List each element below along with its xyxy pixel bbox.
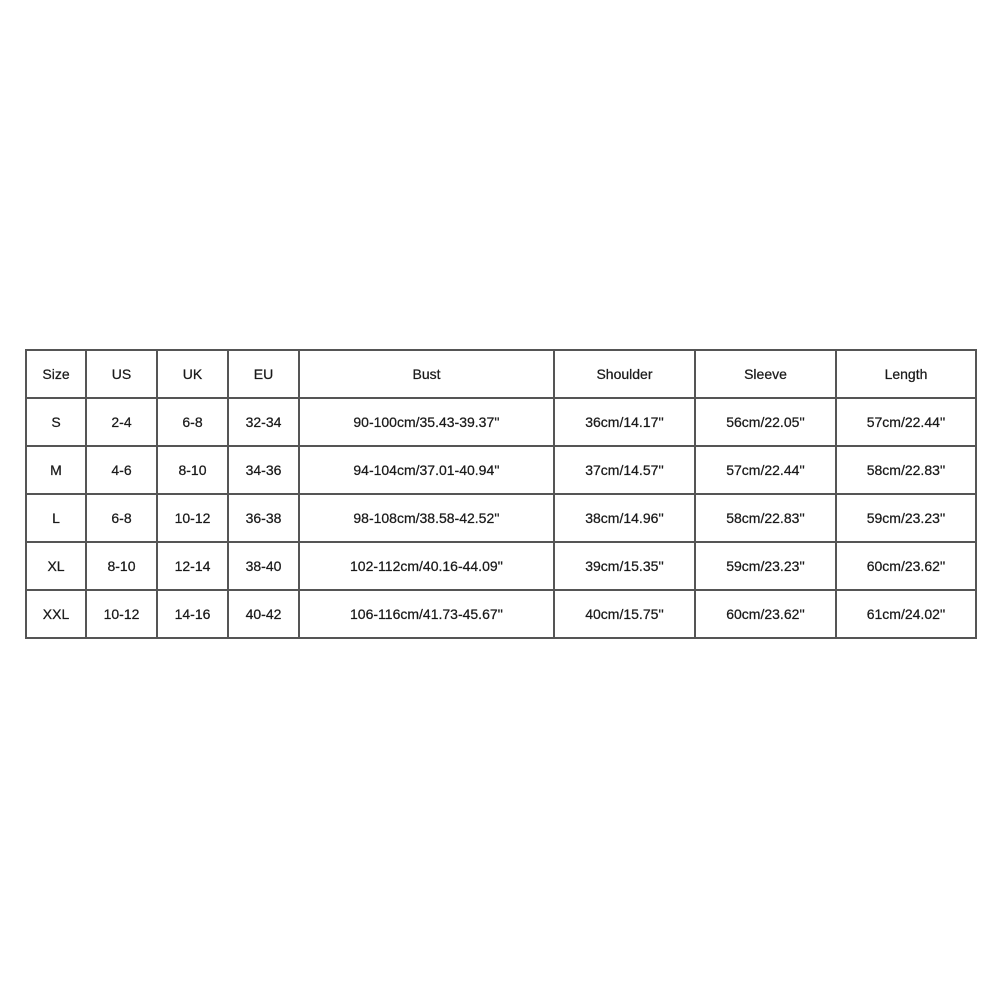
header-cell-eu: EU (228, 350, 299, 398)
table-cell: 56cm/22.05'' (695, 398, 836, 446)
table-cell: 8-10 (86, 542, 157, 590)
table-cell: 8-10 (157, 446, 228, 494)
table-cell: 37cm/14.57'' (554, 446, 695, 494)
table-cell: 12-14 (157, 542, 228, 590)
table-cell: 36-38 (228, 494, 299, 542)
header-cell-bust: Bust (299, 350, 554, 398)
table-cell: 90-100cm/35.43-39.37'' (299, 398, 554, 446)
table-row (26, 446, 976, 494)
table-cell: 10-12 (86, 590, 157, 638)
table-cell: 38cm/14.96'' (554, 494, 695, 542)
table-cell: 6-8 (157, 398, 228, 446)
table-cell: 59cm/23.23'' (836, 494, 976, 542)
table-cell: 94-104cm/37.01-40.94'' (299, 446, 554, 494)
size-chart-table (25, 349, 977, 639)
table-cell: 6-8 (86, 494, 157, 542)
table-cell: 106-116cm/41.73-45.67'' (299, 590, 554, 638)
header-cell-us: US (86, 350, 157, 398)
table-cell: 40-42 (228, 590, 299, 638)
table-cell: 10-12 (157, 494, 228, 542)
table-cell: 38-40 (228, 542, 299, 590)
table-cell: 34-36 (228, 446, 299, 494)
table-cell: 4-6 (86, 446, 157, 494)
table-cell: S (26, 398, 86, 446)
table-cell: 57cm/22.44'' (695, 446, 836, 494)
table-cell: 2-4 (86, 398, 157, 446)
table-row (26, 494, 976, 542)
table-cell: M (26, 446, 86, 494)
table-cell: XL (26, 542, 86, 590)
header-cell-uk: UK (157, 350, 228, 398)
table-cell: 98-108cm/38.58-42.52'' (299, 494, 554, 542)
table-cell: L (26, 494, 86, 542)
table-row (26, 542, 976, 590)
table-cell: 60cm/23.62'' (695, 590, 836, 638)
header-cell-shoulder: Shoulder (554, 350, 695, 398)
table-row (26, 590, 976, 638)
table-cell: 102-112cm/40.16-44.09'' (299, 542, 554, 590)
header-cell-sleeve: Sleeve (695, 350, 836, 398)
table-cell: 58cm/22.83'' (836, 446, 976, 494)
header-cell-size: Size (26, 350, 86, 398)
table-cell: 59cm/23.23'' (695, 542, 836, 590)
table-cell: 14-16 (157, 590, 228, 638)
table-cell: 57cm/22.44'' (836, 398, 976, 446)
table-cell: 60cm/23.62'' (836, 542, 976, 590)
table-cell: 61cm/24.02'' (836, 590, 976, 638)
table-cell: XXL (26, 590, 86, 638)
table-cell: 39cm/15.35'' (554, 542, 695, 590)
table-row (26, 398, 976, 446)
table-cell: 40cm/15.75'' (554, 590, 695, 638)
table-cell: 58cm/22.83'' (695, 494, 836, 542)
header-row (26, 350, 976, 398)
table-cell: 32-34 (228, 398, 299, 446)
table-cell: 36cm/14.17'' (554, 398, 695, 446)
header-cell-length: Length (836, 350, 976, 398)
